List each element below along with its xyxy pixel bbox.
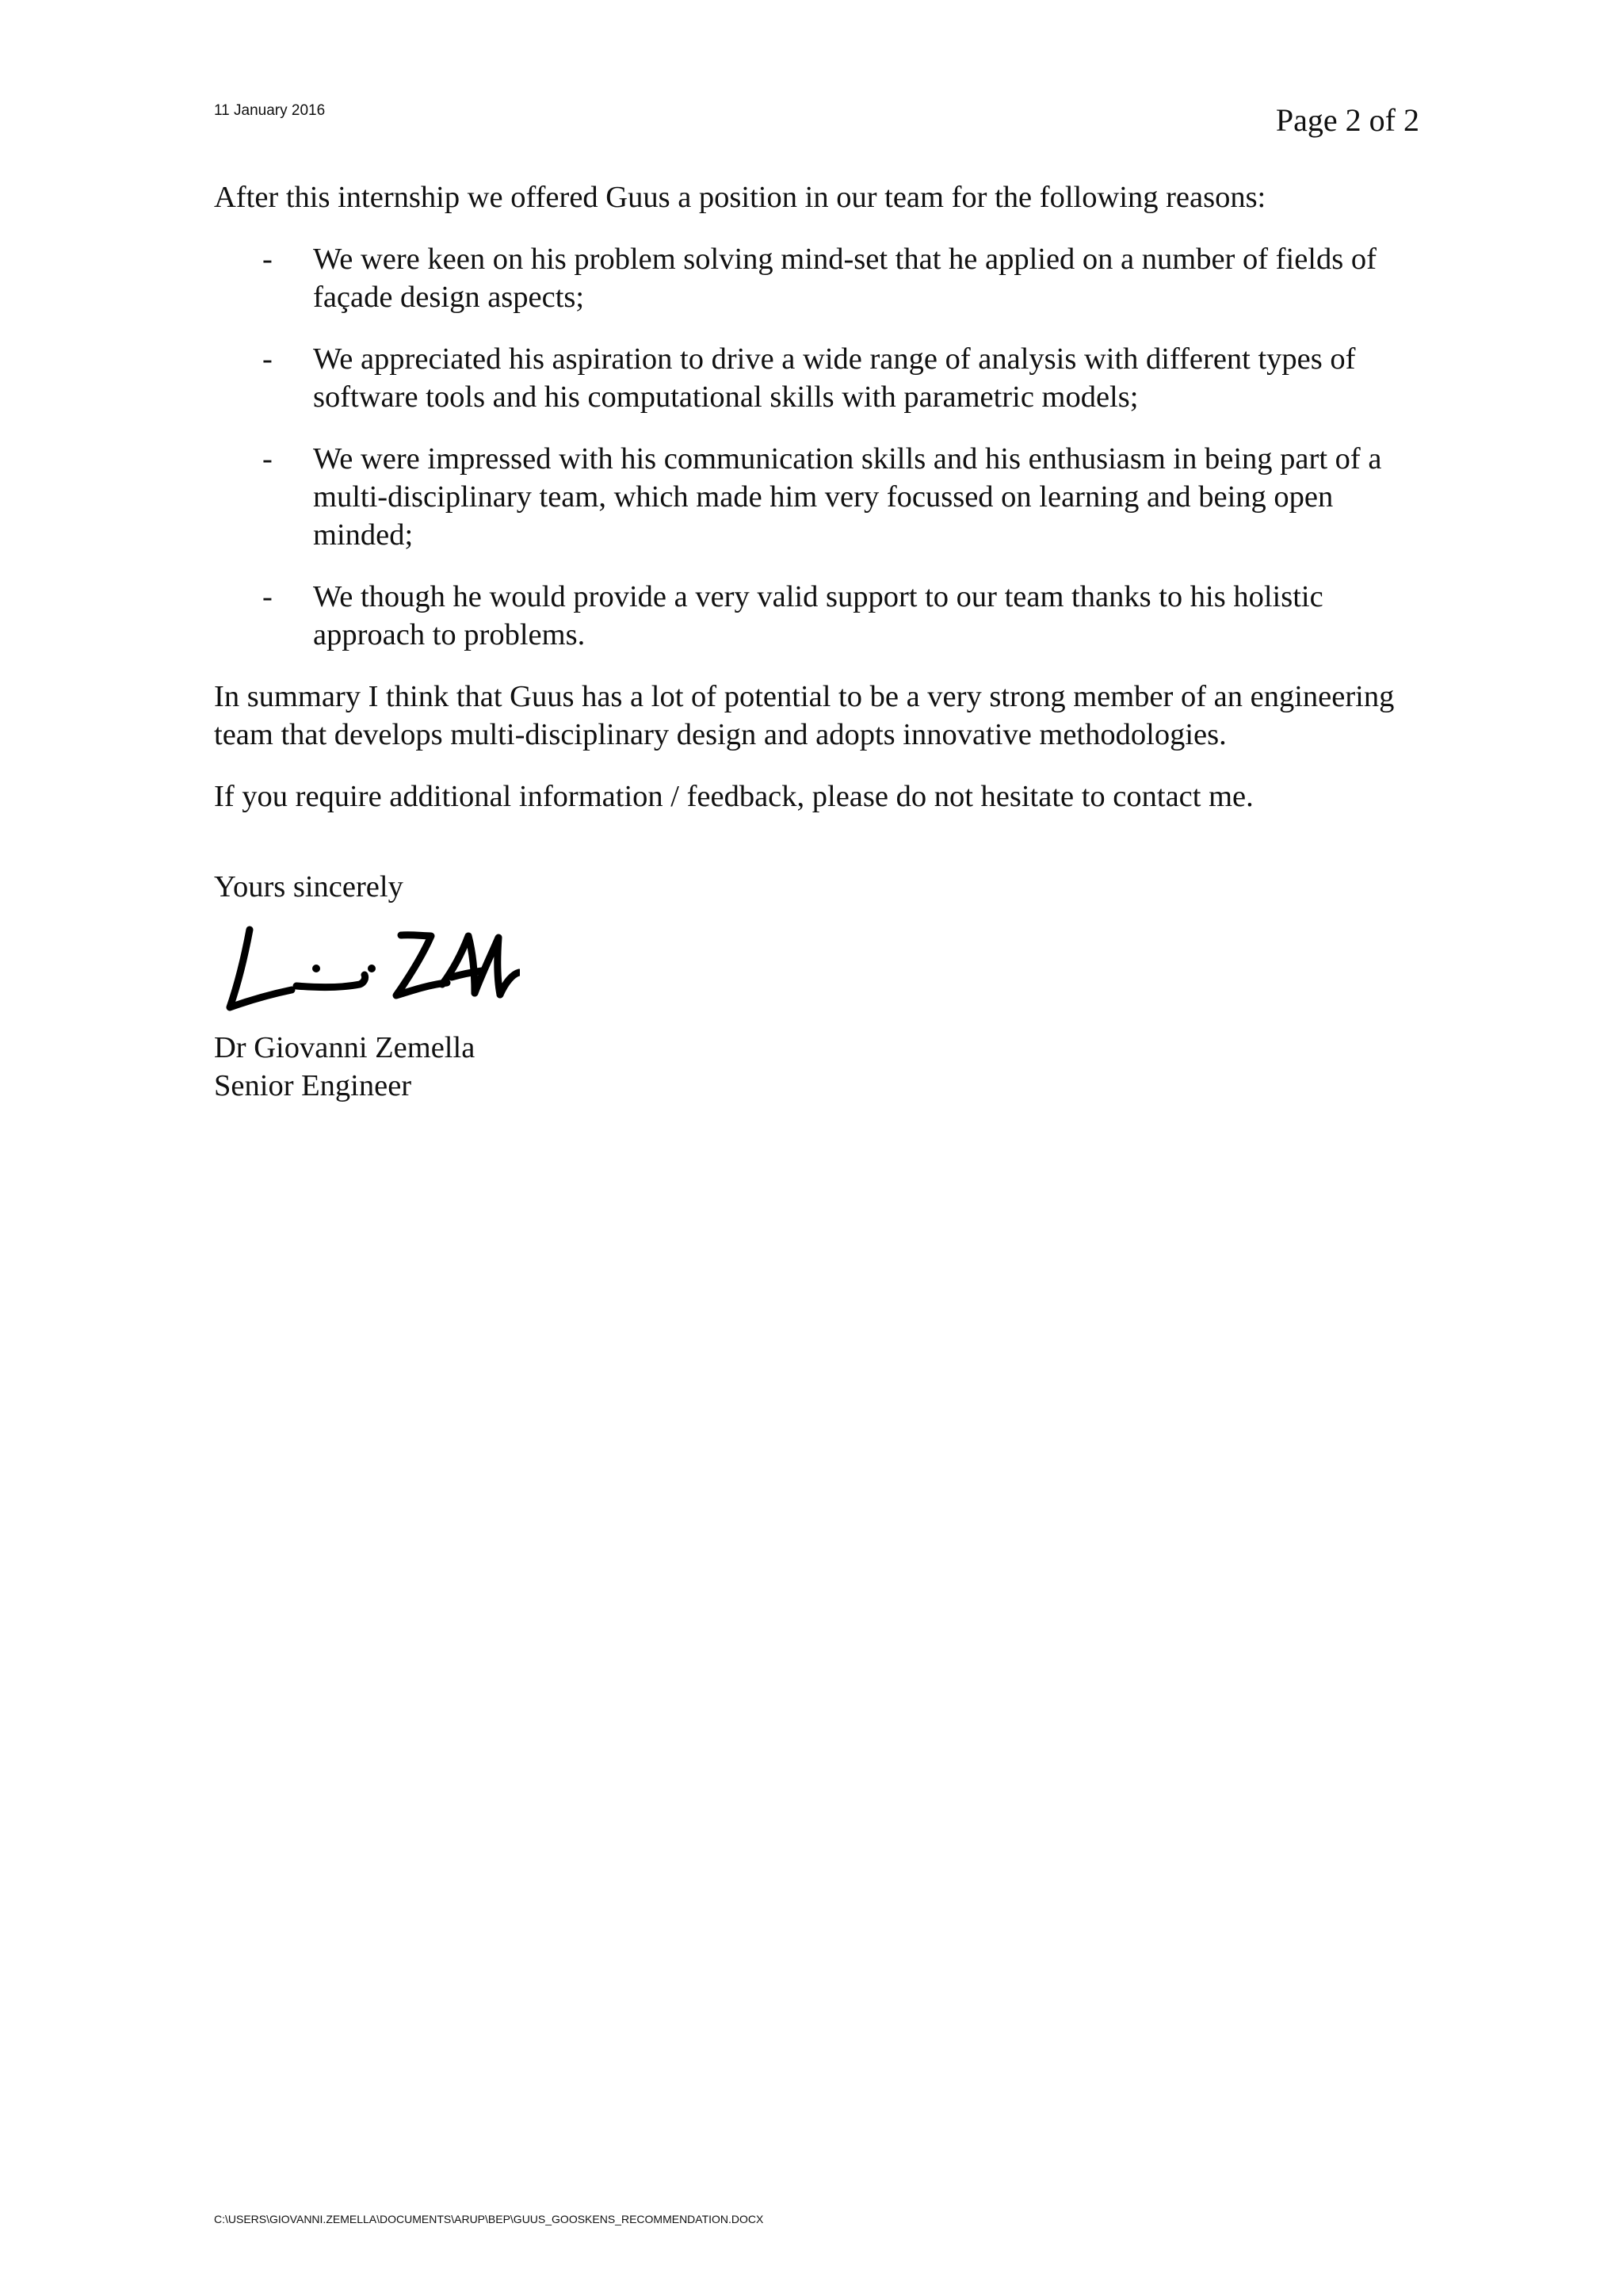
signatory-block — [214, 1029, 1434, 1105]
reason-item — [214, 440, 1434, 554]
intro-paragraph: After this internship we offered Guus a position in our team for the following reasons: — [214, 181, 1266, 214]
bullet-dash: - — [262, 243, 273, 276]
page-number: Page 2 of 2 — [1275, 102, 1419, 138]
reason-text: We though he would provide a very valid support to our team thanks to his holistic approach to problems. — [313, 580, 1323, 651]
handwritten-signature-icon — [211, 906, 520, 1025]
reason-item — [214, 578, 1434, 654]
bullet-dash: - — [262, 342, 273, 376]
letter-date: 11 January 2016 — [214, 102, 326, 119]
reason-text: We were keen on his problem solving mind-set that he applied on a number of fields of façade design aspects; — [313, 243, 1377, 314]
reason-item — [214, 240, 1434, 316]
bullet-dash: - — [262, 442, 273, 476]
reasons-list — [214, 240, 1434, 654]
document-file-path: C:\USERS\GIOVANNI.ZEMELLA\DOCUMENTS\ARUP\BEP\GUUS_GOOSKENS_RECOMMENDATION.DOCX — [214, 2213, 764, 2225]
closing-line: Yours sincerely — [214, 870, 403, 904]
bullet-dash: - — [262, 580, 273, 613]
contact-paragraph: If you require additional information / feedback, please do not hesitate to contact me. — [214, 780, 1254, 813]
reason-item — [214, 340, 1434, 416]
reason-text: We appreciated his aspiration to drive a wide range of analysis with different types of software tools and his computational skills with parametric models; — [313, 342, 1356, 414]
signatory-title: Senior Engineer — [214, 1069, 412, 1102]
signatory-name: Dr Giovanni Zemella — [214, 1031, 475, 1064]
summary-paragraph: In summary I think that Guus has a lot of potential to be a very strong member of an engineering team that develops multi-disciplinary design and adopts innovative methodologies. — [214, 680, 1395, 751]
signature — [214, 906, 1434, 1025]
reason-text: We were impressed with his communication skills and his enthusiasm in being part of a multi-disciplinary team, which made him very focussed on learning and being open minded; — [313, 442, 1382, 552]
letter-body — [214, 178, 1434, 1105]
